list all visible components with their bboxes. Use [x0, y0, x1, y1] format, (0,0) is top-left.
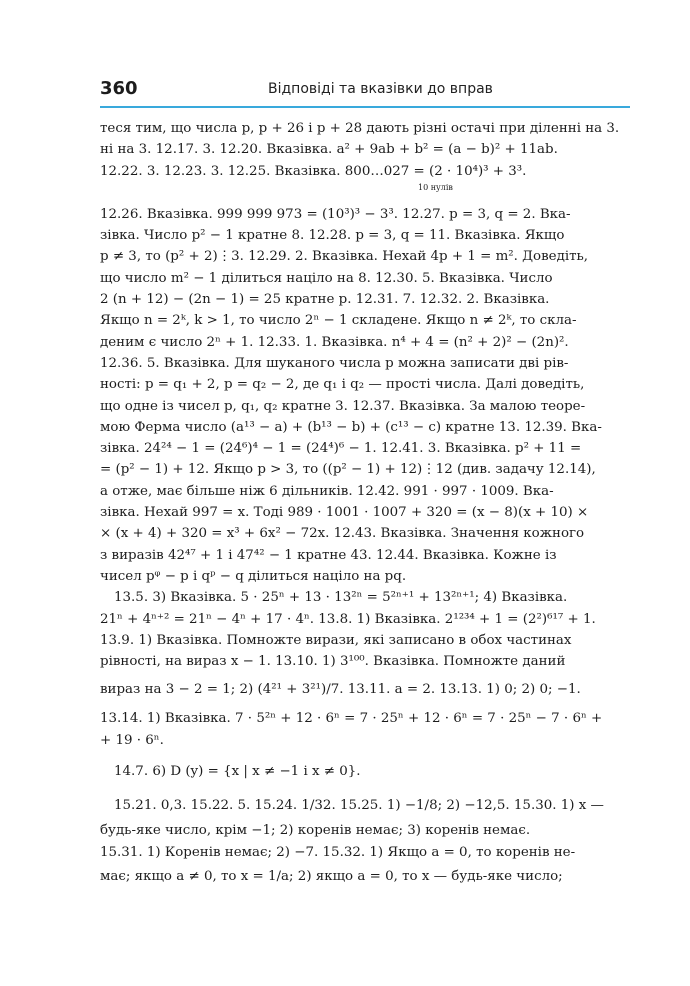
text-line: зівка. Число p² − 1 кратне 8. 12.28. p = 3, q = 11. Вказівка. Якщо — [100, 228, 565, 244]
text-line: теся тим, що числа p, p + 26 і p + 28 дають різні остачі при діленні на 3. — [100, 121, 620, 136]
text-line: = (p² − 1) + 12. Якщо p > 3, то ((p² − 1) + 12)⋮12 (див. задачу 12.14), — [100, 462, 596, 478]
text-line: 15.31. 1) Коренів немає; 2) −7. 15.32. 1) Якщо a = 0, то коренів не- — [100, 844, 576, 860]
text-line: 2 (n + 12) − (2n − 1) = 25 кратне p. 12.31. 7. 12.32. 2. Вказівка. — [100, 292, 550, 308]
text-line: ні на 3. 12.17. 3. 12.20. Вказівка. a² + 9ab + b² = (a − b)² + 11ab. — [100, 142, 558, 158]
text-line: 13.14. 1) Вказівка. 7 · 5²ⁿ + 12 · 6ⁿ = 7 · 25ⁿ + 12 · 6ⁿ = 7 · 25ⁿ − 7 · 6ⁿ + — [100, 711, 603, 727]
text-line: деним є число 2ⁿ + 1. 12.33. 1. Вказівка. n⁴ + 4 = (n² + 2)² − (2n)². — [100, 334, 569, 350]
text-line: 12.22. 3. 12.23. 3. 12.25. Вказівка. 800…027 = (2 · 10⁴)³ + 3³. — [100, 163, 527, 179]
running-head: Відповіді та вказівки до вправ — [268, 81, 493, 97]
text-line: а отже, має більше ніж 6 дільників. 12.42. 991 · 997 · 1009. Вка- — [100, 483, 554, 499]
text-line: 15.21. 0,3. 15.22. 5. 15.24. 1/32. 15.25. 1) −1/8; 2) −12,5. 15.30. 1) x — — [114, 798, 604, 814]
text-line: 12.36. 5. Вказівка. Для шуканого числа p можна записати дві рів- — [100, 355, 569, 371]
text-line: 12.26. Вказівка. 999 999 973 = (10³)³ − 3³. 12.27. p = 3, q = 2. Вка- — [100, 206, 571, 222]
text-line: мою Ферма число (a¹³ − a) + (b¹³ − b) + (c¹³ − c) кратне 13. 12.39. Вка- — [100, 419, 602, 435]
text-line: зівка. Нехай 997 = x. Тоді 989 · 1001 · 1007 + 320 = (x − 8)(x + 10) × — [100, 505, 589, 521]
underbrace-note: 10 нулів — [418, 182, 453, 192]
text-line: 13.5. 3) Вказівка. 5 · 25ⁿ + 13 · 13²ⁿ = 5²ⁿ⁺¹ + 13²ⁿ⁺¹; 4) Вказівка. — [114, 590, 568, 606]
text-line: ності: p = q₁ + 2, p = q₂ − 2, де q₁ і q₂ — прості числа. Далі доведіть, — [100, 377, 585, 393]
text-line: вираз на 3 − 2 = 1; 2) (4²¹ + 3²¹)/7. 13.11. a = 2. 13.13. 1) 0; 2) 0; −1. — [100, 682, 581, 698]
text-line: 21ⁿ + 4ⁿ⁺² = 21ⁿ − 4ⁿ + 17 · 4ⁿ. 13.8. 1) Вказівка. 2¹²³⁴ + 1 = (2²)⁶¹⁷ + 1. — [100, 611, 596, 627]
text-line: p ≠ 3, то (p² + 2)⋮3. 12.29. 2. Вказівка. Нехай 4p + 1 = m². Доведіть, — [100, 249, 589, 265]
header-rule — [100, 106, 630, 108]
text-line: що число m² − 1 ділиться націло на 8. 12.30. 5. Вказівка. Число — [100, 270, 553, 286]
text-line: рівності, на вираз x − 1. 13.10. 1) 3¹⁰⁰. Вказівка. Помножте даний — [100, 654, 566, 670]
text-line: зівка. 24²⁴ − 1 = (24⁶)⁴ − 1 = (24⁴)⁶ − 1. 12.41. 3. Вказівка. p² + 11 = — [100, 441, 582, 457]
text-line: будь-яке число, крім −1; 2) коренів немає; 3) коренів немає. — [100, 823, 531, 839]
text-line: з виразів 42⁴⁷ + 1 і 47⁴² − 1 кратне 43. 12.44. Вказівка. Кожне із — [100, 547, 557, 563]
text-line: чисел pᵠ − p і qᵖ − q ділиться націло на pq. — [100, 568, 407, 584]
text-line: 14.7. 6) D (y) = {x | x ≠ −1 і x ≠ 0}. — [114, 764, 361, 780]
text-line: що одне із чисел p, q₁, q₂ кратне 3. 12.37. Вказівка. За малою теоре- — [100, 398, 586, 414]
text-line: + 19 · 6ⁿ. — [100, 732, 164, 748]
text-line: × (x + 4) + 320 = x³ + 6x² − 72x. 12.43. Вказівка. Значення кожного — [100, 526, 585, 542]
answers-body — [100, 118, 636, 891]
text-line: має; якщо a ≠ 0, то x = 1/a; 2) якщо a = 0, то x — будь-яке число; — [100, 868, 563, 884]
text-line: 13.9. 1) Вказівка. Помножте вирази, які записано в обох частинах — [100, 632, 572, 648]
text-line: Якщо n = 2ᵏ, k > 1, то число 2ⁿ − 1 складене. Якщо n ≠ 2ᵏ, то скла- — [100, 313, 577, 329]
page-number: 360 — [100, 78, 138, 99]
